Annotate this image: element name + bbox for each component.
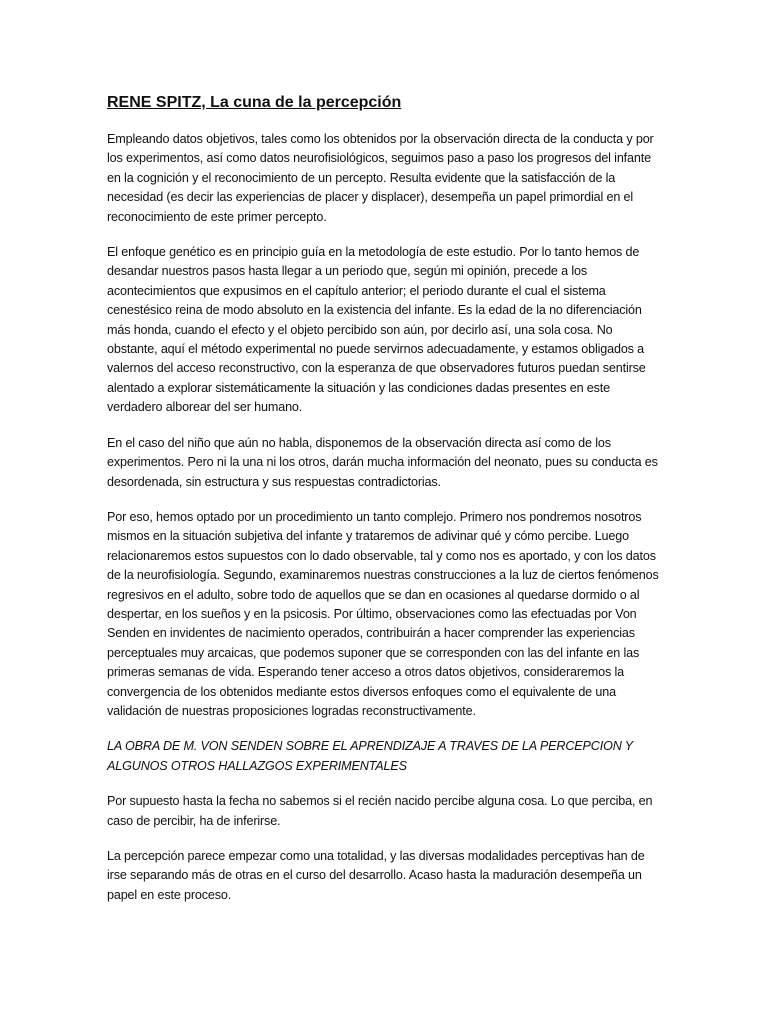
paragraph-5: Por supuesto hasta la fecha no sabemos si el recién nacido percibe alguna cosa. Lo que perciba, en caso de percibir, ha de inferirse.	[107, 794, 653, 828]
section-subheading: LA OBRA DE M. VON SENDEN SOBRE EL APRENDIZAJE A TRAVES DE LA PERCEPCION Y ALGUNOS OTROS HALLAZGOS EXPERIMENTALES	[107, 739, 633, 773]
document-page	[107, 92, 663, 921]
paragraph-4: Por eso, hemos optado por un procedimiento un tanto complejo. Primero nos pondremos nosotros mismos en la situación subjetiva del infante y trataremos de adivinar qué y cómo percibe. Luego relacionaremos estos supuestos con lo dado observable, tal y como nos es aportado, y con los datos de la neurofisiología. Segundo, examinaremos nuestras construcciones a la luz de ciertos fenómenos regresivos en el adulto, sobre todo de aquellos que se dan en ocasiones al quedarse dormido o al despertar, en los sueños y en la psicosis. Por último, observaciones como las efectuadas por Von Senden en invidentes de nacimiento operados, contribuirán a hacer comprender las experiencias perceptuales muy arcaicas, que podemos suponer que se corresponden con las del infante en las primeras semanas de vida. Esperando tener acceso a otros datos objetivos, consideraremos la convergencia de los obtenidos mediante estos diversos enfoques como el equivalente de una validación de nuestras proposiciones logradas reconstructivamente.	[107, 509, 659, 718]
paragraph-3: En el caso del niño que aún no habla, disponemos de la observación directa así como de los experimentos. Pero ni la una ni los otros, darán mucha información del neonato, pues su conducta es desordenada, sin estructura y sus respuestas contradictorias.	[107, 435, 658, 489]
paragraph-1: Empleando datos objetivos, tales como los obtenidos por la observación directa de la conducta y por los experimentos, así como datos neurofisiológicos, seguimos paso a paso los progresos del infante en la cognición y el reconocimiento de un percepto. Resulta evidente que la satisfacción de la necesidad (es decir las experiencias de placer y displacer), desempeña un papel primordial en el reconocimiento de este primer percepto.	[107, 132, 654, 224]
paragraph-2: El enfoque genético es en principio guía en la metodología de este estudio. Por lo tanto hemos de desandar nuestros pasos hasta llegar a un periodo que, según mi opinión, precede a los acontecimientos que expusimos en el capítulo anterior; el periodo durante el cual el sistema cenestésico reina de modo absoluto en la existencia del infante. Es la edad de la no diferenciación más honda, cuando el efecto y el objeto percibido son aún, por decirlo así, una sola cosa. No obstante, aquí el método experimental no puede servirnos adecuadamente, y estamos obligados a valernos del acceso reconstructivo, con la esperanza de que observadores futuros puedan sentirse alentado a explorar sistemáticamente la situación y las condiciones dadas presentes en este verdadero alborear del ser humano.	[107, 245, 646, 415]
paragraph-6: La percepción parece empezar como una totalidad, y las diversas modalidades perceptivas han de irse separando más de otras en el curso del desarrollo. Acaso hasta la maduración desempeña un papel en este proceso.	[107, 849, 645, 902]
document-title: RENE SPITZ, La cuna de la percepción	[107, 94, 402, 111]
